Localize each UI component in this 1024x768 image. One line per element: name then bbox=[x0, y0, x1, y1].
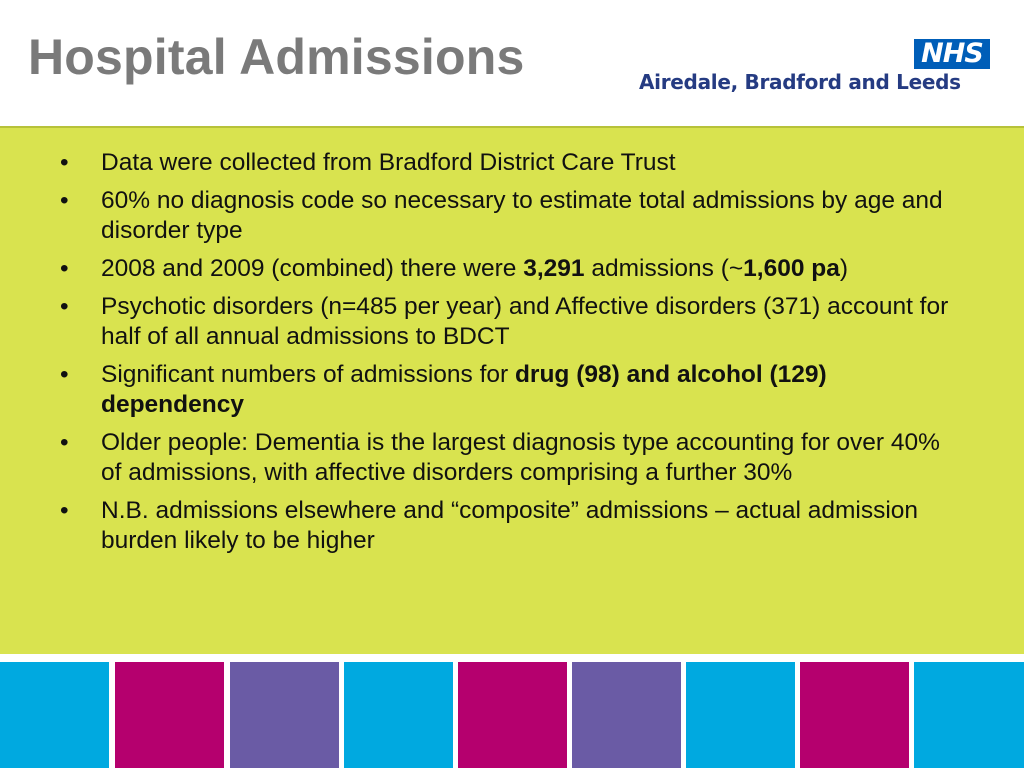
bullet-text: ) bbox=[839, 255, 849, 282]
bullet-text-bold: 1,600 pa bbox=[743, 255, 840, 282]
bullet-text-bold: 3,291 bbox=[523, 255, 585, 282]
bullet-list bbox=[60, 148, 960, 564]
nhs-logo: NHS bbox=[914, 39, 990, 69]
bullet-item bbox=[60, 428, 960, 488]
bullet-item bbox=[60, 186, 960, 246]
bullet-item bbox=[60, 292, 960, 352]
bullet-dot-icon: • bbox=[60, 429, 69, 456]
footer-color-block bbox=[686, 662, 795, 768]
footer-color-block bbox=[572, 662, 681, 768]
footer-color-block bbox=[914, 662, 1024, 768]
bullet-text: 2008 and 2009 (combined) there were bbox=[101, 255, 524, 282]
slide-title: Hospital Admissions bbox=[28, 29, 525, 85]
footer-color-block bbox=[230, 662, 339, 768]
footer-color-bar bbox=[0, 656, 1024, 768]
footer-color-block bbox=[458, 662, 567, 768]
bullet-dot-icon: • bbox=[60, 361, 69, 388]
bullet-text: Data were collected from Bradford District Care Trust bbox=[101, 149, 676, 176]
bullet-text: Significant numbers of admissions for bbox=[101, 361, 515, 388]
bullet-dot-icon: • bbox=[60, 255, 69, 282]
bullet-text: N.B. admissions elsewhere and “composite” admissions – actual admission burden likely to be higher bbox=[101, 497, 919, 554]
bullet-item bbox=[60, 360, 960, 420]
bullet-text: admissions (~ bbox=[584, 255, 744, 282]
bullet-text-bold: drug (98) and alcohol (129) dependency bbox=[101, 361, 827, 418]
bullet-dot-icon: • bbox=[60, 187, 69, 214]
content-panel bbox=[0, 126, 1024, 654]
bullet-item bbox=[60, 254, 960, 284]
bullet-text: Older people: Dementia is the largest diagnosis type accounting for over 40% of admissions, with affective disorders comprising a further 30% bbox=[101, 429, 940, 486]
bullet-item bbox=[60, 148, 960, 178]
bullet-text: Psychotic disorders (n=485 per year) and Affective disorders (371) account for half of all annual admissions to BDCT bbox=[101, 293, 949, 350]
organization-name: Airedale, Bradford and Leeds bbox=[639, 70, 961, 94]
bullet-dot-icon: • bbox=[60, 497, 69, 524]
footer-color-block bbox=[0, 662, 109, 768]
footer-color-block bbox=[115, 662, 224, 768]
footer-color-block bbox=[344, 662, 453, 768]
bullet-dot-icon: • bbox=[60, 149, 69, 176]
bullet-item bbox=[60, 496, 960, 556]
footer-color-block bbox=[800, 662, 909, 768]
bullet-dot-icon: • bbox=[60, 293, 69, 320]
bullet-text: 60% no diagnosis code so necessary to estimate total admissions by age and disorder type bbox=[101, 187, 943, 244]
